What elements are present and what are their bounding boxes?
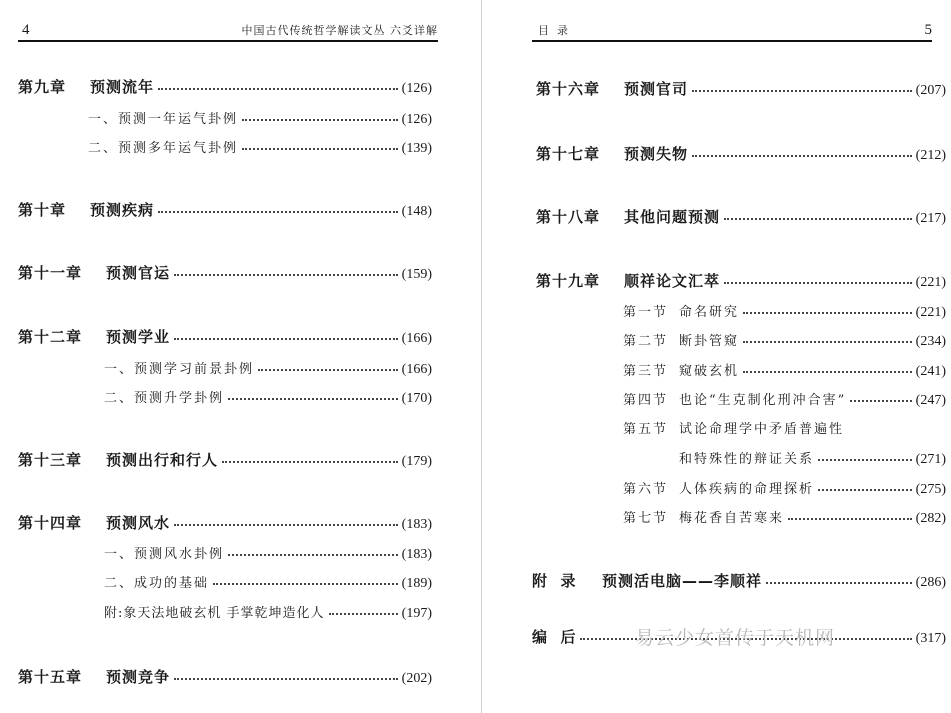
toc-sub-9-1[interactable]: [88, 108, 432, 128]
toc-label: [18, 76, 154, 97]
page-ref: (166): [401, 331, 432, 346]
page-ref: (221): [915, 305, 946, 320]
watermark-text: 易云少女首传于天机网: [635, 627, 836, 649]
toc-appendix[interactable]: [532, 570, 946, 591]
page-ref: (189): [401, 576, 432, 591]
toc-chapter-14[interactable]: [18, 512, 432, 533]
toc-label: [623, 330, 739, 349]
leader-dots: [743, 371, 912, 373]
section-number: 第二节: [623, 334, 669, 349]
toc-chapter-10[interactable]: [18, 199, 432, 220]
chapter-title: 预测竞争: [106, 668, 171, 686]
chapter-title: 预测学业: [106, 328, 171, 346]
page-ref: (282): [915, 511, 946, 526]
page-ref: (217): [915, 211, 946, 226]
page-ref: (170): [401, 391, 432, 406]
leader-dots: [818, 459, 912, 461]
section-title: 试论命理学中矛盾普遍性: [679, 422, 845, 437]
page-ref: (179): [401, 454, 432, 469]
leader-dots: [724, 282, 912, 284]
toc-label: [623, 301, 739, 320]
chapter-number: 第十一章: [18, 264, 83, 282]
leader-dots: [174, 274, 398, 276]
toc-label: [18, 666, 170, 687]
toc-chapter-15[interactable]: [18, 666, 432, 687]
leader-dots: [242, 119, 398, 121]
left-page: [0, 0, 470, 713]
toc-chapter-12[interactable]: [18, 326, 432, 347]
toc-label: [623, 507, 784, 526]
toc-sub-12-2[interactable]: [104, 387, 432, 407]
left-header-title: 中国古代传统哲学解读文丛 六爻详解: [241, 24, 438, 37]
right-page: [481, 0, 951, 713]
toc-label: [532, 626, 576, 647]
toc-label: [536, 143, 688, 164]
leader-dots: [174, 338, 398, 340]
leader-dots: [788, 518, 912, 520]
chapter-number: 第十七章: [536, 145, 601, 163]
leader-dots: [174, 524, 398, 526]
page-ref: (202): [401, 671, 432, 686]
section-title: 梅花香自苦寒来: [679, 511, 785, 526]
toc-section-4[interactable]: [623, 389, 946, 409]
toc-sub-14-3[interactable]: [104, 602, 432, 622]
page-ref: (317): [915, 631, 946, 646]
toc-label: [18, 326, 170, 347]
leader-dots: [158, 88, 398, 90]
leader-dots: [743, 312, 912, 314]
toc-label: [18, 449, 218, 470]
toc-chapter-9[interactable]: [18, 76, 432, 97]
chapter-number: 第十四章: [18, 514, 83, 532]
page-ref: (221): [915, 275, 946, 290]
leader-dots: [743, 341, 912, 343]
leader-dots: [850, 400, 911, 402]
section-number: 第一节: [623, 305, 669, 320]
sub-title: 一、预测学习前景卦例: [104, 362, 255, 377]
toc-chapter-16[interactable]: [536, 78, 946, 99]
toc-section-1[interactable]: [623, 301, 946, 321]
toc-sub-14-1[interactable]: [104, 543, 432, 563]
leader-dots: [258, 369, 398, 371]
toc-section-5-cont[interactable]: [679, 448, 946, 468]
toc-section-2[interactable]: [623, 330, 946, 350]
sub-title: 二、成功的基础: [104, 576, 210, 591]
section-number: 第四节: [623, 393, 669, 408]
page-ref: (139): [401, 141, 432, 156]
section-title: 断卦管窥: [679, 334, 740, 349]
leader-dots: [174, 678, 398, 680]
toc-sub-9-2[interactable]: [88, 137, 432, 157]
chapter-number: 第十章: [18, 201, 67, 219]
page-ref: (212): [915, 148, 946, 163]
afterword-label: 编 后: [532, 628, 577, 646]
toc-section-3[interactable]: [623, 360, 946, 380]
toc-label: [532, 570, 762, 591]
toc-chapter-19[interactable]: [536, 270, 946, 291]
appendix-title: 预测活电脑——李顺祥: [602, 572, 763, 590]
chapter-number: 第九章: [18, 78, 67, 96]
page-ref: (207): [915, 83, 946, 98]
chapter-title: 顺祥论文汇萃: [624, 272, 721, 290]
sub-title: 一、预测一年运气卦例: [88, 112, 239, 127]
page-ref: (148): [401, 204, 432, 219]
toc-label: [536, 206, 720, 227]
page-ref: (286): [915, 575, 946, 590]
toc-label: [623, 389, 846, 408]
toc-label: [623, 478, 814, 497]
chapter-number: 第十八章: [536, 208, 601, 226]
chapter-title: 预测流年: [90, 78, 155, 96]
toc-chapter-11[interactable]: [18, 262, 432, 283]
page-ref: (247): [915, 393, 946, 408]
chapter-title: 预测官司: [624, 80, 689, 98]
toc-chapter-17[interactable]: [536, 143, 946, 164]
left-page-header: [18, 20, 438, 42]
leader-dots: [213, 583, 398, 585]
sub-title: 一、预测风水卦例: [104, 547, 225, 562]
leader-dots: [242, 148, 398, 150]
section-title: 也论“生克制化刑冲合害”: [679, 393, 847, 408]
chapter-title: 预测失物: [624, 145, 689, 163]
leader-dots: [228, 554, 398, 556]
sub-title: 附:象天法地破玄机 手掌乾坤造化人: [104, 606, 325, 621]
toc-chapter-18[interactable]: [536, 206, 946, 227]
left-page-number: 4: [22, 22, 30, 38]
section-title: 窥破玄机: [679, 364, 740, 379]
toc-sub-14-2[interactable]: [104, 572, 432, 592]
toc-label: [536, 78, 688, 99]
chapter-title: 预测出行和行人: [106, 451, 219, 469]
chapter-number: 第十九章: [536, 272, 601, 290]
toc-label: [18, 199, 154, 220]
section-number: 第三节: [623, 364, 669, 379]
toc-label: [623, 360, 739, 379]
page-ref: (197): [401, 606, 432, 621]
sub-title: 二、预测多年运气卦例: [88, 141, 239, 156]
toc-section-7[interactable]: [623, 507, 946, 527]
leader-dots: [228, 398, 398, 400]
right-header-title: 目录: [538, 24, 576, 37]
leader-dots: [766, 582, 912, 584]
page-ref: (241): [915, 364, 946, 379]
chapter-number: 第十二章: [18, 328, 83, 346]
toc-section-5[interactable]: [623, 418, 844, 437]
toc-label: [18, 262, 170, 283]
leader-dots: [724, 218, 912, 220]
section-title: 命名研究: [679, 305, 740, 320]
right-page-number: 5: [924, 22, 932, 38]
page-ref: (126): [401, 81, 432, 96]
leader-dots: [222, 461, 398, 463]
page-ref: (159): [401, 267, 432, 282]
chapter-number: 第十三章: [18, 451, 83, 469]
chapter-title: 预测疾病: [90, 201, 155, 219]
chapter-title: 其他问题预测: [624, 208, 721, 226]
page-ref: (275): [915, 482, 946, 497]
sub-title: 二、预测升学卦例: [104, 391, 225, 406]
chapter-title: 预测官运: [106, 264, 171, 282]
leader-dots: [329, 613, 398, 615]
section-number: 第五节: [623, 422, 669, 437]
chapter-number: 第十六章: [536, 80, 601, 98]
chapter-title: 预测风水: [106, 514, 171, 532]
section-title: 人体疾病的命理探析: [679, 482, 815, 497]
right-page-header: [532, 20, 932, 42]
appendix-label: 附 录: [532, 572, 577, 590]
section-number: 第七节: [623, 511, 669, 526]
page-ref: (166): [401, 362, 432, 377]
toc-sub-12-1[interactable]: [104, 358, 432, 378]
leader-dots: [158, 211, 398, 213]
page-ref: (271): [915, 452, 946, 467]
section-number: 第六节: [623, 482, 669, 497]
toc-label: [536, 270, 720, 291]
page-ref: (126): [401, 112, 432, 127]
leader-dots: [818, 489, 912, 491]
section-title-cont: 和特殊性的辩证关系: [679, 452, 815, 467]
page-ref: (234): [915, 334, 946, 349]
leader-dots: [692, 90, 912, 92]
leader-dots: [692, 155, 912, 157]
chapter-number: 第十五章: [18, 668, 83, 686]
toc-chapter-13[interactable]: [18, 449, 432, 470]
page-ref: (183): [401, 517, 432, 532]
page-ref: (183): [401, 547, 432, 562]
toc-section-6[interactable]: [623, 478, 946, 498]
toc-label: [18, 512, 170, 533]
